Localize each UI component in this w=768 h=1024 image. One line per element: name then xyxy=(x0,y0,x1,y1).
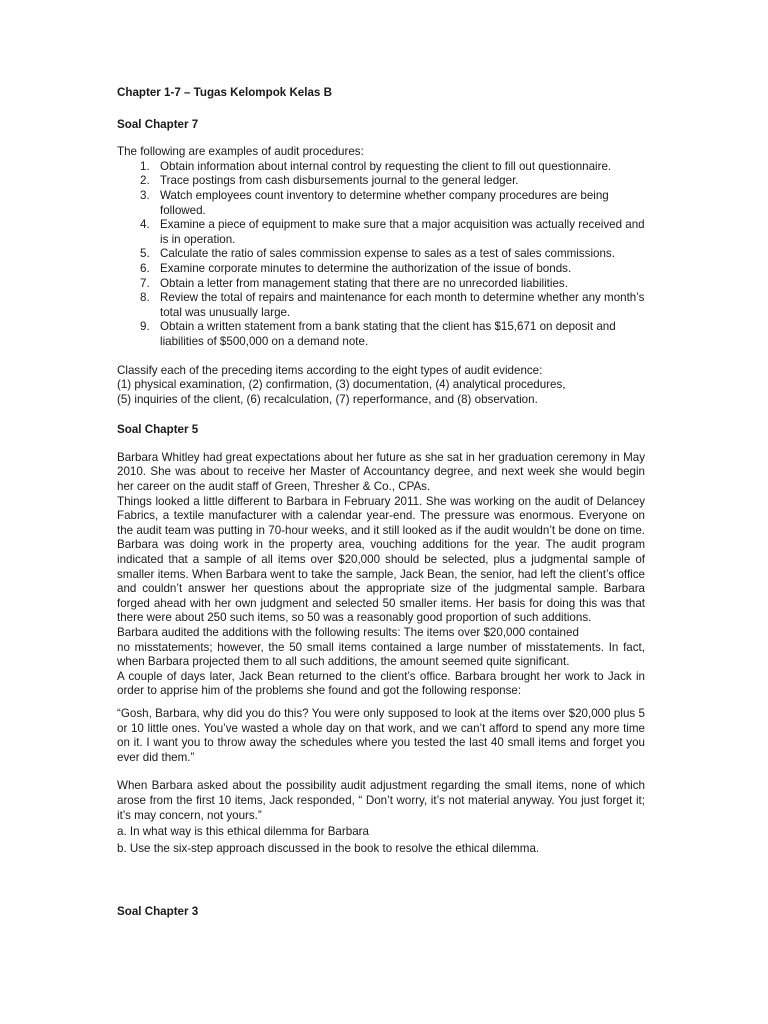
case-paragraph: Barbara audited the additions with the following results: The items over $20,000 contained xyxy=(117,626,579,639)
document-content xyxy=(117,86,645,920)
case-paragraph: A couple of days later, Jack Bean returned to the client’s office. Barbara brought her work to Jack in order to apprise him of the problems she found and got the following response: xyxy=(117,669,645,698)
chapter7-heading: Soal Chapter 7 xyxy=(117,117,199,131)
case-paragraph: When Barbara asked about the possibility audit adjustment regarding the small items, none of which arose from the first 10 items, Jack responded, “ Don’t worry, it’s not material anyway. You just forget it; it’s may concern, not yours.” xyxy=(117,779,645,822)
evidence-types-line-2: (5) inquiries of the client, (6) recalculation, (7) reperformance, and (8) observation. xyxy=(117,392,538,406)
list-item-number: 5. xyxy=(140,247,150,261)
classify-instruction: Classify each of the preceding items according to the eight types of audit evidence: xyxy=(117,363,543,377)
case-paragraph: Barbara Whitley had great expectations about her future as she sat in her graduation ceremony in May 2010. She was about to receive her Master of Accountancy degree, and next week she would begin her career on the audit staff of Green, Thresher & Co., CPAs. xyxy=(117,450,645,494)
chapter3-heading: Soal Chapter 3 xyxy=(117,905,199,919)
list-item xyxy=(117,277,645,292)
case-paragraph: Things looked a little different to Barbara in February 2011. She was working on the audit of Delancey Fabrics, a textile manufacturer with a calendar year-end. The pressure was enormous. Everyone on the audit team was putting in 70-hour weeks, and it still looked as if the audit wouldn’t be done on time. Barbara was doing work in the property area, vouching additions for the year. The audit program indicated that a sample of all items over $20,000 should be selected, plus a judgmental sample of smaller items. When Barbara went to take the sample, Jack Bean, the senior, had left the client’s office and couldn’t answer her questions about the appropriate size of the judgmental sample. Barbara forged ahead with her own judgment and selected 50 smaller items. Her basis for doing this was that there were about 250 such items, so 50 was a reasonably good proportion of such additions. xyxy=(117,494,645,625)
list-item-text: Watch employees count inventory to determine whether company procedures are being followed. xyxy=(160,188,609,217)
case-quote: “Gosh, Barbara, why did you do this? You were only supposed to look at the items over $20,000 plus 5 or 10 little ones. You’ve wasted a whole day on that work, and we can’t afford to spend any more time on it. I want you to throw away the schedules where you tested the last 40 small items and forget you ever did them.” xyxy=(117,706,645,764)
list-item-text: Calculate the ratio of sales commission expense to sales as a test of sales commissions. xyxy=(160,247,615,261)
list-item-number: 3. xyxy=(140,188,150,202)
list-item-number: 1. xyxy=(140,159,150,173)
question-b: b. Use the six-step approach discussed in the book to resolve the ethical dilemma. xyxy=(117,841,540,855)
list-item-text: Obtain a written statement from a bank stating that the client has $15,671 on deposit and liabilities of $500,000 on a demand note. xyxy=(160,320,616,348)
list-item-number: 7. xyxy=(140,276,150,290)
list-item-text: Review the total of repairs and maintenance for each month to determine whether any month’s total was unusually large. xyxy=(160,291,645,319)
chapter7-intro: The following are examples of audit procedures: xyxy=(117,145,364,159)
list-item xyxy=(117,291,645,320)
list-item-number: 9. xyxy=(140,320,150,334)
list-item xyxy=(117,160,645,175)
evidence-types-line-1: (1) physical examination, (2) confirmation, (3) documentation, (4) analytical procedures, xyxy=(117,378,566,392)
list-item-text: Examine a piece of equipment to make sure that a major acquisition was actually received and is in operation. xyxy=(160,218,645,246)
chapter5-heading: Soal Chapter 5 xyxy=(117,423,199,437)
list-item-number: 8. xyxy=(140,291,150,305)
list-item xyxy=(117,262,645,277)
question-a: a. In what way is this ethical dilemma for Barbara xyxy=(117,825,369,839)
list-item xyxy=(117,247,645,262)
list-item xyxy=(117,189,645,218)
list-item xyxy=(117,174,645,189)
list-item-text: Examine corporate minutes to determine the authorization of the issue of bonds. xyxy=(160,261,572,275)
list-item-text: Trace postings from cash disbursements journal to the general ledger. xyxy=(160,174,519,188)
list-item-text: Obtain a letter from management stating that there are no unrecorded liabilities. xyxy=(160,276,568,290)
list-item xyxy=(117,218,645,247)
document-title: Chapter 1-7 – Tugas Kelompok Kelas B xyxy=(117,86,332,99)
list-item-text: Obtain information about internal control by requesting the client to fill out questionnaire. xyxy=(160,159,612,173)
list-item-number: 2. xyxy=(140,174,150,188)
list-item-number: 4. xyxy=(140,218,150,232)
audit-procedures-list xyxy=(117,160,645,350)
case-paragraph: no misstatements; however, the 50 small items contained a large number of misstatements. In fact, when Barbara projected them to all such additions, the amount seemed quite significant. xyxy=(117,640,645,669)
list-item xyxy=(117,320,645,349)
list-item-number: 6. xyxy=(140,261,150,275)
